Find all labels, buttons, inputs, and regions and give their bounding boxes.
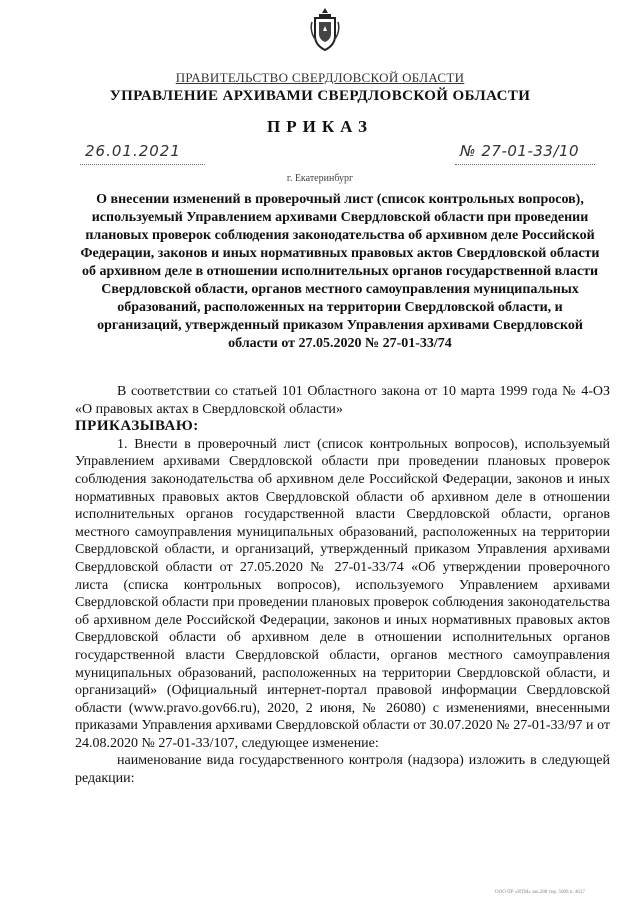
- number-line: [455, 164, 595, 165]
- city: г. Екатеринбург: [286, 173, 354, 184]
- order-date: 26.01.2021: [85, 142, 181, 160]
- print-footer: ООО ПР «ИТМ» зак.288 тир. 5000 п. 4637: [495, 890, 585, 895]
- preamble: В соответствии со статьей 101 Областного закона от 10 марта 1999 года № 4-ОЗ «О правовых актах в Свердловской области»: [75, 384, 610, 417]
- document-type: ПРИКАЗ: [267, 117, 373, 136]
- order-number: № 27-01-33/10: [460, 142, 580, 160]
- date-line: [80, 164, 205, 165]
- order-body: [75, 383, 610, 788]
- order-subject: О внесении изменений в проверочный лист (список контрольных вопросов), используемый Управлением архивами Свердловской области при проведении плановых проверок соблюдения законодательства об архивном деле Российской Федерации, законов и иных нормативных правовых актов Свердловской области об архивном деле в отношении исполнительных органов государственной власти Свердловской области, органов местного самоуправления муниципальных образований, расположенных на территории Свердловской области, и организаций, утвержденный приказом Управления архивами Свердловской области от 27.05.2020 № 27-01-33/74: [80, 192, 600, 351]
- item-1: 1. Внести в проверочный лист (список контрольных вопросов), используемый Управлением архивами Свердловской области при проведении плановых проверок соблюдения законодательства об архивном деле Российской Федерации, законов и иных нормативных правовых актов Свердловской области об архивном деле в отношении исполнительных органов государственной власти Свердловской области, органов местного самоуправления муниципальных образований, расположенных на территории Свердловской области, и организаций, утвержденный приказом Управления архивами Свердловской области от 27.05.2020 № 27-01-33/74 «Об утверждении проверочного листа (списка контрольных вопросов), используемого Управлением архивами Свердловской области при проведении плановых проверок соблюдения законодательства об архивном деле Российской Федерации, законов и иных нормативных правовых актов Свердловской области об архивном деле в отношении исполнительных органов государственной власти Свердловской области, органов местного самоуправления муниципальных образований, расположенных на территории Свердловской области, и организаций» (Официальный интернет-портал правовой информации Свердловской области (www.pravo.gov66.ru), 2020, 2 июня, № 26080) с изменениями, внесенными приказами Управления архивами Свердловской области от 30.07.2020 № 27-01-33/97 и от 24.08.2020 № 27-01-33/107, следующее изменение:: [75, 436, 610, 751]
- coat-of-arms-emblem: [309, 6, 341, 54]
- department-name: УПРАВЛЕНИЕ АРХИВАМИ СВЕРДЛОВСКОЙ ОБЛАСТИ: [109, 88, 531, 104]
- decree-word: ПРИКАЗЫВАЮ:: [75, 418, 199, 435]
- government-name: ПРАВИТЕЛЬСТВО СВЕРДЛОВСКОЙ ОБЛАСТИ: [175, 70, 465, 85]
- item-1-continuation: наименование вида государственного контроля (надзора) изложить в следующей редакции:: [75, 753, 610, 787]
